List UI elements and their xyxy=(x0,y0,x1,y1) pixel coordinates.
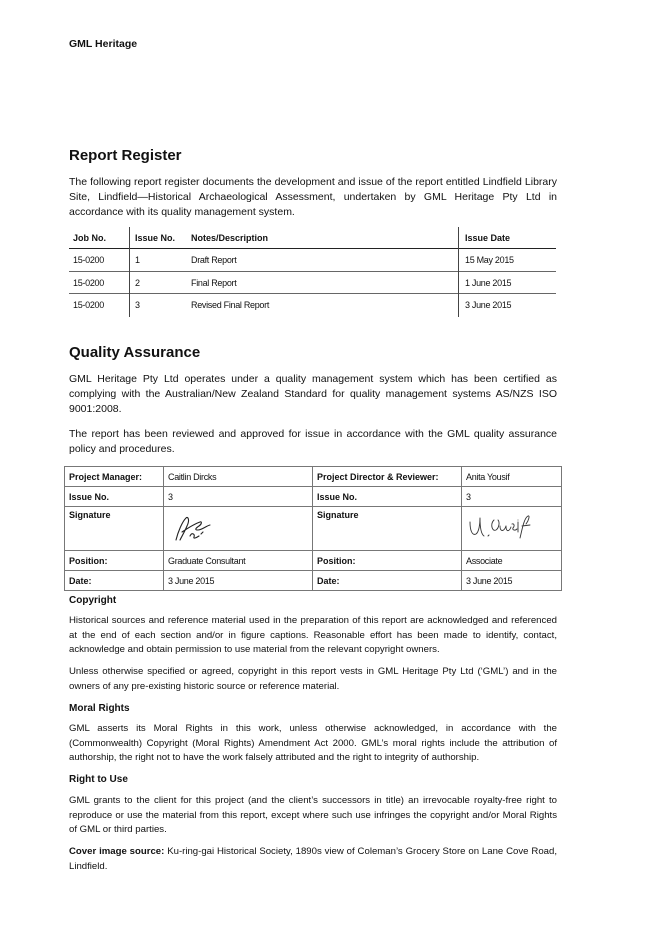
cover-image-text: Ku-ring-gai Historical Society, 1890s view of Coleman’s Grocery Store on Lane Cove Road, Lindfield. xyxy=(69,846,557,872)
issue-date-cell: 3 June 2015 xyxy=(465,300,512,311)
table-header-row xyxy=(69,227,556,249)
issue-no-right: 3 xyxy=(462,487,562,507)
column-header-issue-date: Issue Date xyxy=(465,233,511,243)
table-row xyxy=(65,571,562,591)
report-register-intro: The following report register documents the development and issue of the report entitled Lindfield Library Site, Lindfield—Historical Archaeological Assessment, undertaken by GML Heritage Pty Ltd in accordance with its quality management system. xyxy=(69,176,557,218)
right-to-use-heading: Right to Use xyxy=(69,774,128,785)
issue-no-left: 3 xyxy=(164,487,313,507)
issue-no-label-left: Issue No. xyxy=(65,487,164,507)
moral-rights-para: GML asserts its Moral Rights in this work, unless otherwise acknowledged, in accordance with the (Commonwealth) Copyright (Moral Rights) Amendment Act 2000. GML’s moral rights include the attribution of authorship, the right not to have the work falsely attributed and the right to integrity of authorship. xyxy=(69,723,557,763)
copyright-para-2: Unless otherwise specified or agreed, copyright in this report vests in GML Heritage Pty Ltd (‘GML’) and in the owners of any pre-existing historic source or reference material. xyxy=(69,666,557,692)
signature-label-left: Signature xyxy=(65,507,164,551)
notes-cell: Revised Final Report xyxy=(191,300,270,311)
issue-no-cell: 1 xyxy=(135,255,140,266)
table-row xyxy=(69,294,556,317)
report-register-table xyxy=(69,227,556,317)
table-row xyxy=(65,487,562,507)
position-label-left: Position: xyxy=(65,551,164,571)
position-right: Associate xyxy=(462,551,562,571)
table-row xyxy=(69,272,556,295)
project-manager-name: Caitlin Dircks xyxy=(164,467,313,487)
issue-date-cell: 1 June 2015 xyxy=(465,277,512,288)
job-no-cell: 15-0200 xyxy=(73,255,104,266)
moral-rights-heading: Moral Rights xyxy=(69,703,130,714)
signature-left xyxy=(164,507,313,551)
issue-no-cell: 3 xyxy=(135,300,140,311)
column-header-notes: Notes/Description xyxy=(191,233,269,243)
date-right: 3 June 2015 xyxy=(462,571,562,591)
quality-assurance-heading: Quality Assurance xyxy=(69,344,201,361)
issue-date-cell: 15 May 2015 xyxy=(465,255,514,266)
table-row xyxy=(65,507,562,551)
date-label-right: Date: xyxy=(313,571,462,591)
cover-image-source xyxy=(69,845,557,874)
report-register-heading: Report Register xyxy=(69,147,182,164)
signature-right xyxy=(462,507,562,551)
column-header-job-no: Job No. xyxy=(73,233,106,243)
notes-cell: Draft Report xyxy=(191,255,237,266)
job-no-cell: 15-0200 xyxy=(73,277,104,288)
quality-assurance-para-2: The report has been reviewed and approved for issue in accordance with the GML quality assurance policy and procedures. xyxy=(69,428,557,455)
signature-label-right: Signature xyxy=(313,507,462,551)
copyright-heading: Copyright xyxy=(69,595,117,606)
project-director-name: Anita Yousif xyxy=(462,467,562,487)
date-left: 3 June 2015 xyxy=(164,571,313,591)
table-row xyxy=(65,551,562,571)
issue-no-label-right: Issue No. xyxy=(313,487,462,507)
cover-image-label: Cover image source: xyxy=(69,846,165,857)
job-no-cell: 15-0200 xyxy=(73,300,104,311)
handwritten-signature-icon xyxy=(168,510,228,546)
copyright-para-1: Historical sources and reference material used in the preparation of this report are acknowledged and referenced at the end of each section and/or in figure captions. Reasonable effort has been made to identify, contact, acknowledge and obtain permission to use material from the relevant copyright owners. xyxy=(69,615,557,655)
project-director-label: Project Director & Reviewer: xyxy=(313,467,462,487)
table-row xyxy=(69,249,556,272)
notes-cell: Final Report xyxy=(191,277,237,288)
column-header-issue-no: Issue No. xyxy=(135,233,176,243)
table-row xyxy=(65,467,562,487)
quality-assurance-para-1: GML Heritage Pty Ltd operates under a quality management system which has been certified as complying with the Australian/New Zealand Standard for quality management systems AS/NZS ISO 9001:2008. xyxy=(69,373,557,415)
handwritten-signature-icon xyxy=(466,510,536,546)
project-manager-label: Project Manager: xyxy=(65,467,164,487)
position-label-right: Position: xyxy=(313,551,462,571)
quality-assurance-table xyxy=(64,466,562,591)
position-left: Graduate Consultant xyxy=(164,551,313,571)
right-to-use-para: GML grants to the client for this project (and the client’s successors in title) an irrevocable royalty-free right to reproduce or use the material from this report, except where such use infringes the copyright and/or Moral Rights of GML or third parties. xyxy=(69,795,557,835)
page-header: GML Heritage xyxy=(69,38,138,50)
issue-no-cell: 2 xyxy=(135,277,140,288)
date-label-left: Date: xyxy=(65,571,164,591)
